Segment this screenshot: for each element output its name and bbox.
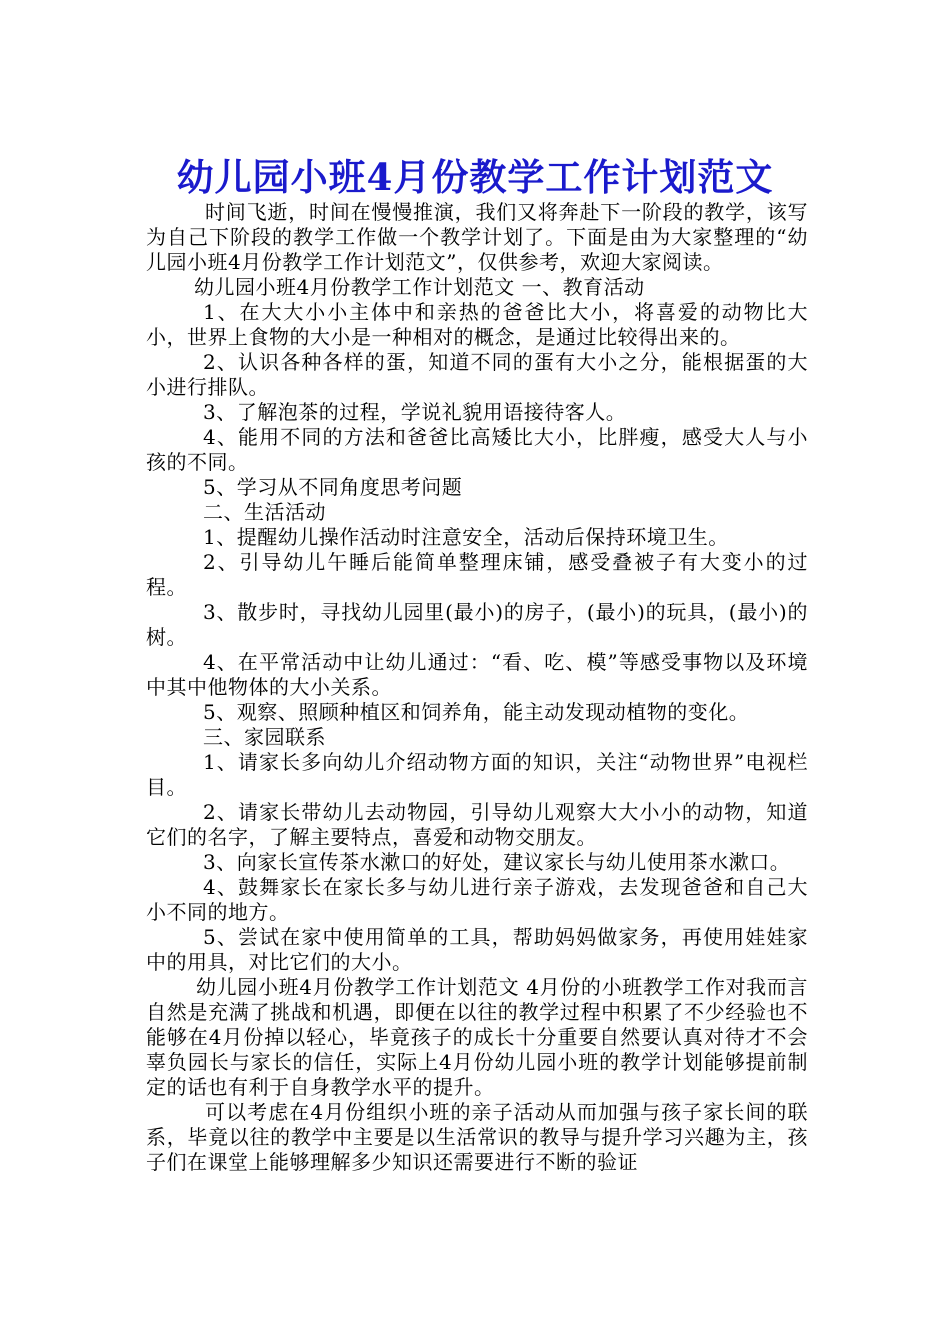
list-item: 3、了解泡茶的过程，学说礼貌用语接待客人。: [203, 400, 627, 424]
list-item: 4、在平常活动中让幼儿通过：“看、吃、模”等感受事物以及环境中其中他物体的大小关系。: [146, 650, 808, 699]
list-item: 5、尝试在家中使用简单的工具，帮助妈妈做家务，再使用娃娃家中的用具，对比它们的大小。: [146, 925, 808, 974]
list-item: 2、请家长带幼儿去动物园，引导幼儿观察大大小小的动物，知道它们的名字，了解主要特点，喜爱和动物交朋友。: [146, 800, 808, 849]
list-item: 5、学习从不同角度思考问题: [203, 475, 463, 499]
body-paragraph: 幼儿园小班4月份教学工作计划范文 4月份的小班教学工作对我而言自然是充满了挑战和机遇，即便在以往的教学过程中积累了不少经验也不能够在4月份掉以轻心，毕竟孩子的成长十分重要自然要认真对待才不会辜负园长与家长的信任，实际上4月份幼儿园小班的教学计划能够提前制定的话也有利于自身教学水平的提升。: [146, 975, 808, 1099]
list-item: 3、向家长宣传茶水漱口的好处，建议家长与幼儿使用茶水漱口。: [203, 850, 791, 874]
list-item: 3、散步时，寻找幼儿园里(最小)的房子，(最小)的玩具，(最小)的树。: [146, 600, 808, 649]
list-item: 5、观察、照顾种植区和饲养角，能主动发现动植物的变化。: [203, 700, 750, 724]
list-item: 4、鼓舞家长在家长多与幼儿进行亲子游戏，去发现爸爸和自己大小不同的地方。: [146, 875, 808, 924]
document-body: [146, 200, 808, 1175]
list-item: 1、在大大小小主体中和亲热的爸爸比大小，将喜爱的动物比大小，世界上食物的大小是一种相对的概念，是通过比较得出来的。: [146, 300, 808, 349]
body-paragraph: 可以考虑在4月份组织小班的亲子活动从而加强与孩子家长间的联系，毕竟以往的教学中主要是以生活常识的教导与提升学习兴趣为主，孩子们在课堂上能够理解多少知识还需要进行不断的验证: [146, 1100, 808, 1174]
list-item: 1、提醒幼儿操作活动时注意安全，活动后保持环境卫生。: [203, 525, 729, 549]
list-item: 2、认识各种各样的蛋，知道不同的蛋有大小之分，能根据蛋的大小进行排队。: [146, 350, 808, 399]
section-heading-home: 三、家园联系: [203, 725, 326, 749]
list-item: 1、请家长多向幼儿介绍动物方面的知识，关注“动物世界”电视栏目。: [146, 750, 808, 799]
section-heading-life: 二、生活活动: [203, 500, 326, 524]
document-title: 幼儿园小班4月份教学工作计划范文: [176, 154, 774, 199]
list-item: 2、引导幼儿午睡后能简单整理床铺，感受叠被子有大变小的过程。: [146, 550, 808, 599]
section-heading-education: 幼儿园小班4月份教学工作计划范文 一、教育活动: [194, 275, 645, 299]
intro-paragraph: 时间飞逝，时间在慢慢推演，我们又将奔赴下一阶段的教学，该写为自己下阶段的教学工作做一个教学计划了。下面是由为大家整理的“幼儿园小班4月份教学工作计划范文”，仅供参考，欢迎大家阅读。: [146, 200, 808, 274]
list-item: 4、能用不同的方法和爸爸比高矮比大小，比胖瘦，感受大人与小孩的不同。: [146, 425, 808, 474]
